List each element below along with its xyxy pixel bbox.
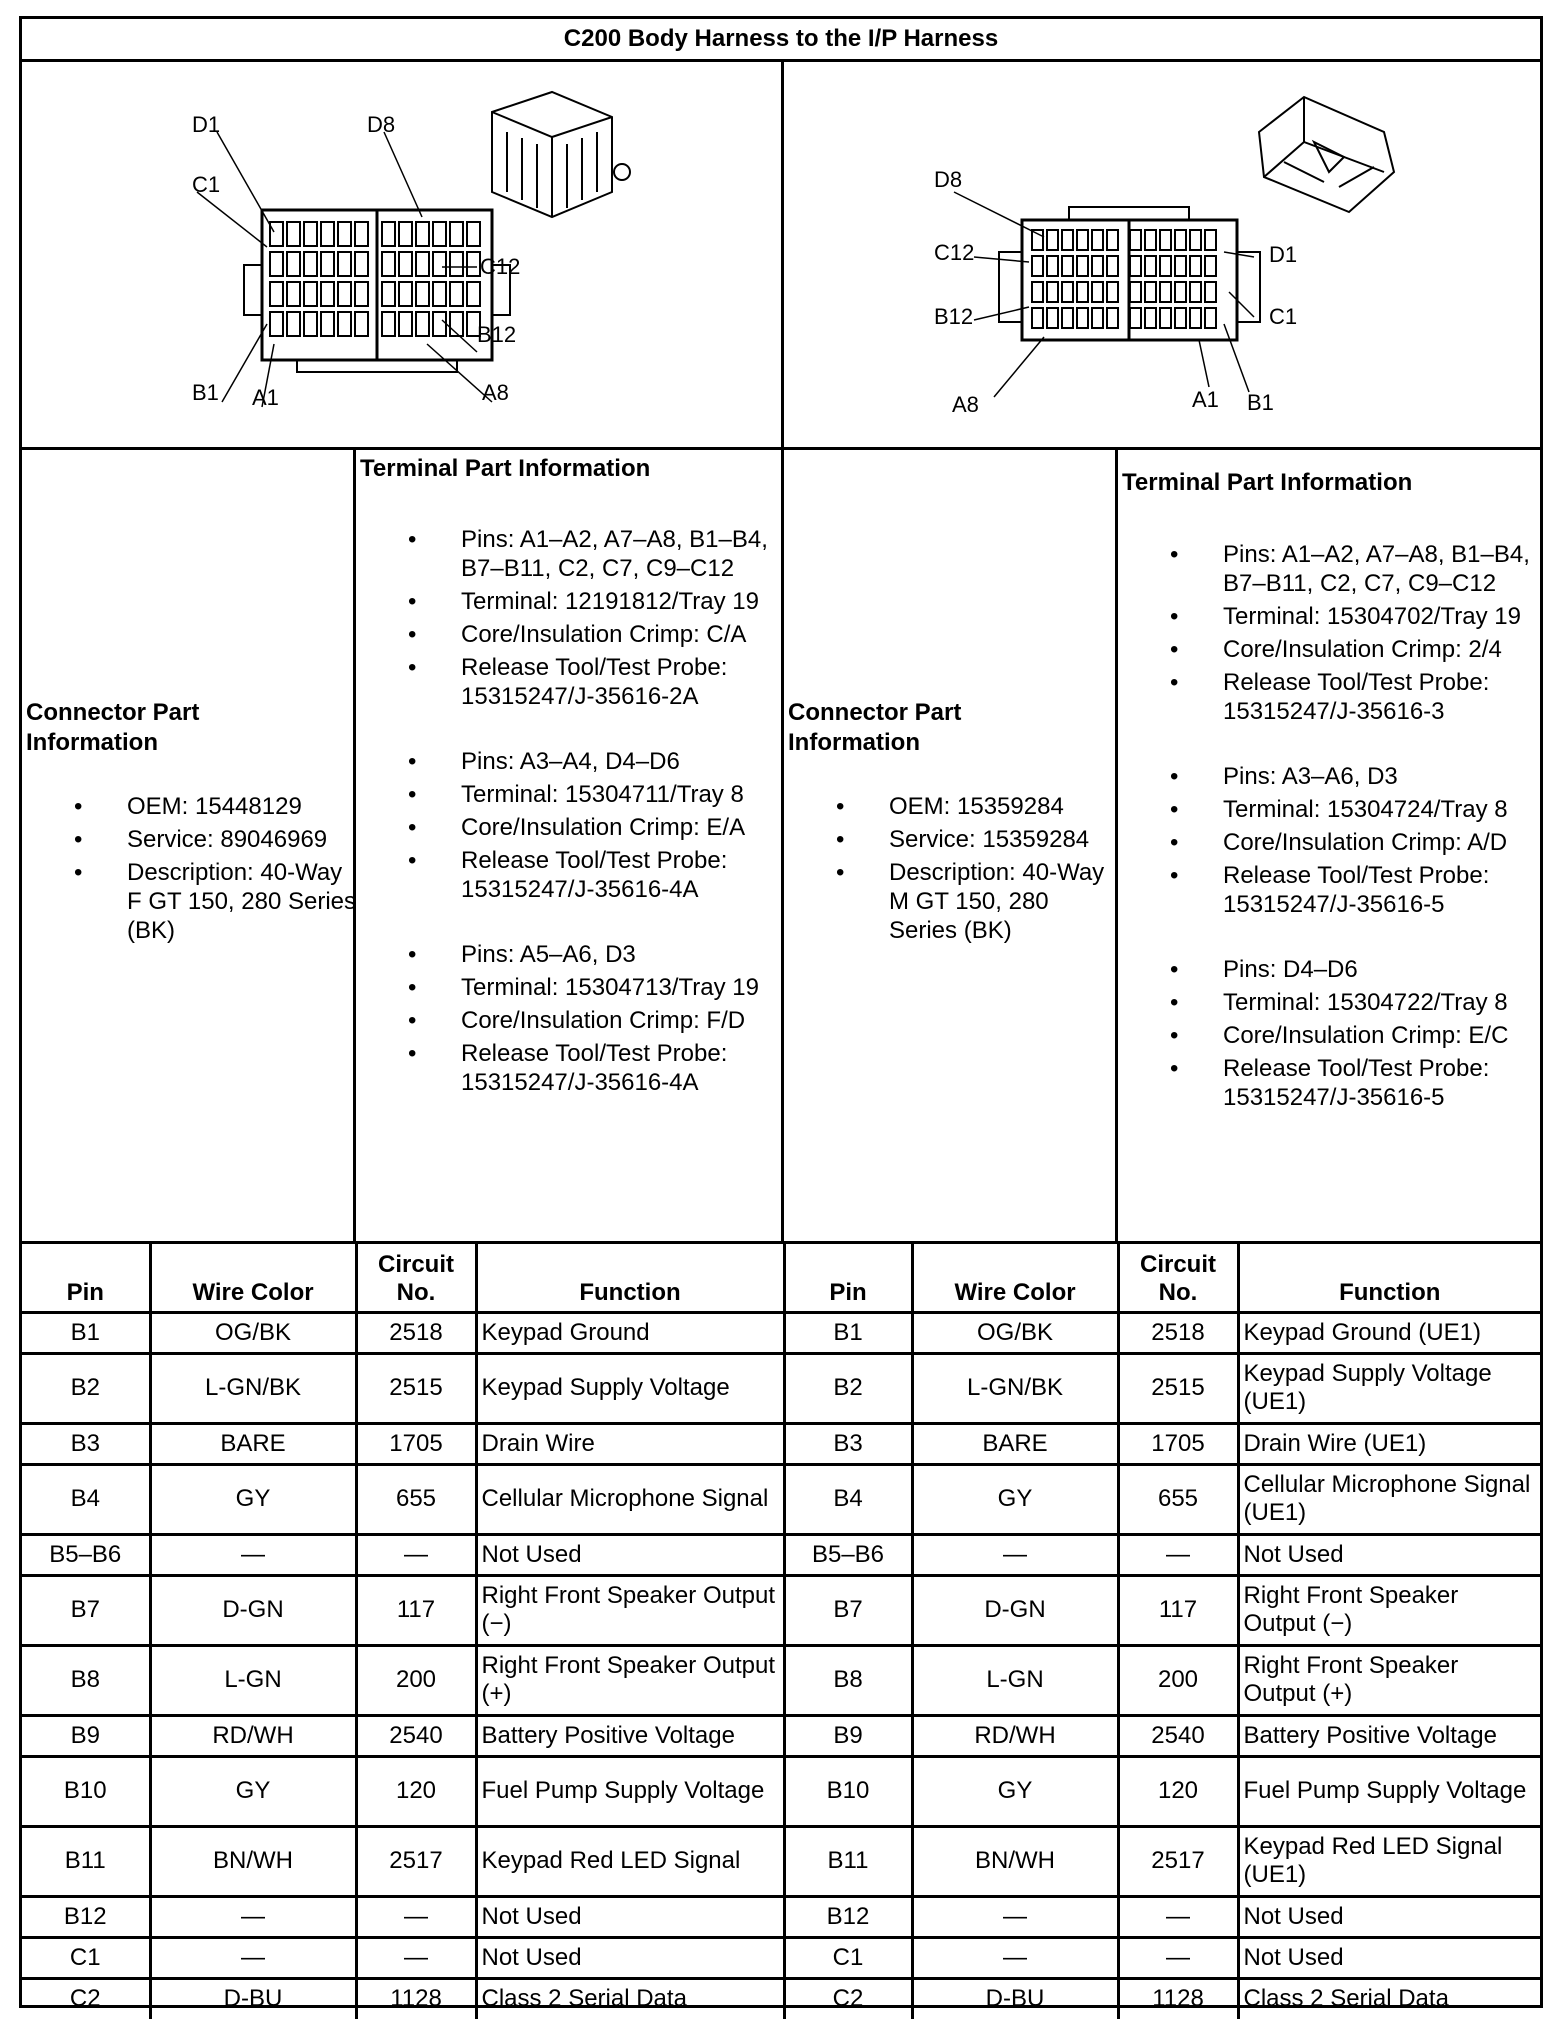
table-cell: Cellular Microphone Signal (UE1) — [1238, 1464, 1540, 1534]
table-cell: Not Used — [1238, 1937, 1540, 1978]
terminal-group — [1118, 955, 1536, 1112]
connector-cavity — [1047, 282, 1058, 302]
list-item: • Release Tool/Test Probe: 15315247/J-35616-5 — [1118, 1054, 1536, 1112]
connector-header-line-1: Connector Part — [788, 699, 962, 726]
terminal-group — [356, 747, 776, 904]
connector-cavity — [1107, 230, 1118, 250]
table-cell: OG/BK — [912, 1312, 1118, 1353]
connector-cavity — [382, 312, 395, 336]
label-c12: C12 — [934, 240, 975, 265]
table-cell: 200 — [356, 1645, 476, 1715]
table-row — [22, 1937, 1540, 1978]
table-cell: — — [1118, 1896, 1238, 1937]
table-cell: Right Front Speaker Output (−) — [1238, 1575, 1540, 1645]
connector-cavity — [321, 282, 334, 306]
connector-cavity — [1062, 256, 1073, 276]
table-cell: Keypad Supply Voltage (UE1) — [1238, 1353, 1540, 1423]
list-item: • Pins: A1–A2, A7–A8, B1–B4, B7–B11, C2, C7, C9–C12 — [1118, 540, 1536, 598]
column-header: Function — [476, 1244, 784, 1312]
table-row — [22, 1756, 1540, 1826]
column-header: Circuit No. — [356, 1244, 476, 1312]
connector-cavity — [338, 252, 351, 276]
connector-cavity — [287, 312, 300, 336]
table-cell: 120 — [1118, 1756, 1238, 1826]
list-item: • Service: 89046969 — [22, 825, 356, 854]
connector-cavity — [1175, 230, 1186, 250]
table-cell: — — [912, 1896, 1118, 1937]
connector-cavity — [1062, 230, 1073, 250]
table-cell: L-GN — [150, 1645, 356, 1715]
table-cell: — — [1118, 1534, 1238, 1575]
connector-cavity — [1145, 256, 1156, 276]
connector-cavity — [1092, 282, 1103, 302]
table-cell: Battery Positive Voltage — [1238, 1715, 1540, 1756]
terminal-group — [1118, 762, 1536, 919]
connector-cavity — [1047, 308, 1058, 328]
label-c1: C1 — [1269, 304, 1298, 329]
connector-cavity — [1092, 230, 1103, 250]
list-item: • Pins: A3–A6, D3 — [1118, 762, 1536, 791]
table-row — [22, 1534, 1540, 1575]
table-cell: 1705 — [1118, 1423, 1238, 1464]
table-cell: B4 — [22, 1464, 150, 1534]
connector-cavity — [399, 312, 412, 336]
table-row — [22, 1575, 1540, 1645]
connector-cavity — [1032, 308, 1043, 328]
table-cell: B7 — [22, 1575, 150, 1645]
table-cell: 1705 — [356, 1423, 476, 1464]
table-cell: B5–B6 — [22, 1534, 150, 1575]
connector-cavity — [1062, 282, 1073, 302]
list-item: • Terminal: 15304722/Tray 8 — [1118, 988, 1536, 1017]
connector-cavity — [1160, 256, 1171, 276]
connector-cavity — [1145, 230, 1156, 250]
list-item: • Core/Insulation Crimp: E/C — [1118, 1021, 1536, 1050]
connector-cavity — [1107, 256, 1118, 276]
connector-cavity — [1205, 230, 1216, 250]
connector-cavity — [355, 252, 368, 276]
table-cell: B3 — [784, 1423, 912, 1464]
connector-cavity — [1092, 256, 1103, 276]
connector-cavity — [1047, 256, 1058, 276]
table-cell: BARE — [912, 1423, 1118, 1464]
table-cell: 200 — [1118, 1645, 1238, 1715]
connector-cavity — [1032, 256, 1043, 276]
terminal-header: Terminal Part Information — [1122, 469, 1413, 496]
connector-cavity — [1160, 230, 1171, 250]
connector-cavity — [1130, 282, 1141, 302]
connector-cavity — [287, 252, 300, 276]
table-cell: Right Front Speaker Output (+) — [1238, 1645, 1540, 1715]
table-cell: GY — [150, 1756, 356, 1826]
connector-cavity — [450, 252, 463, 276]
label-b1: B1 — [1247, 390, 1274, 415]
table-cell: 1128 — [1118, 1978, 1238, 2019]
connector-cavity — [416, 222, 429, 246]
connector-cavity — [1190, 308, 1201, 328]
table-cell: Keypad Red LED Signal — [476, 1826, 784, 1896]
connector-cavity — [1032, 282, 1043, 302]
connector-cavity — [1107, 308, 1118, 328]
table-cell: 1128 — [356, 1978, 476, 2019]
table-cell: B1 — [22, 1312, 150, 1353]
table-row — [22, 1645, 1540, 1715]
table-cell: — — [150, 1534, 356, 1575]
terminal-group — [1118, 540, 1536, 726]
label-d8: D8 — [934, 167, 963, 192]
connector-sheet — [19, 16, 1543, 2013]
connector-cavity — [355, 312, 368, 336]
connector-cavity — [1205, 282, 1216, 302]
connector-cavity — [338, 282, 351, 306]
table-cell: 2517 — [356, 1826, 476, 1896]
label-d1: D1 — [1269, 242, 1298, 267]
connector-cavity — [355, 282, 368, 306]
list-item: • Pins: D4–D6 — [1118, 955, 1536, 984]
table-cell: 2517 — [1118, 1826, 1238, 1896]
table-cell: Not Used — [1238, 1534, 1540, 1575]
connector-header-line-2: Information — [26, 729, 158, 756]
list-item: • Release Tool/Test Probe: 15315247/J-35616-3 — [1118, 668, 1536, 726]
list-item: • Terminal: 15304724/Tray 8 — [1118, 795, 1536, 824]
left-connector-list — [22, 792, 356, 949]
connector-cavity — [416, 252, 429, 276]
table-cell: GY — [912, 1756, 1118, 1826]
page-title: C200 Body Harness to the I/P Harness — [22, 19, 1540, 62]
table-cell: B8 — [784, 1645, 912, 1715]
connector-cavity — [270, 312, 283, 336]
table-cell: — — [356, 1896, 476, 1937]
list-item: • Terminal: 15304711/Tray 8 — [356, 780, 776, 809]
column-header: Circuit No. — [1118, 1244, 1238, 1312]
connector-cavity — [1092, 308, 1103, 328]
connector-cavity — [399, 222, 412, 246]
connector-cavity — [399, 282, 412, 306]
table-cell: Drain Wire (UE1) — [1238, 1423, 1540, 1464]
table-cell: BN/WH — [912, 1826, 1118, 1896]
list-item: • OEM: 15359284 — [784, 792, 1118, 821]
table-cell: B3 — [22, 1423, 150, 1464]
label-b12: B12 — [934, 304, 974, 329]
column-header: Pin — [784, 1244, 912, 1312]
table-cell: Keypad Ground (UE1) — [1238, 1312, 1540, 1353]
table-cell: 120 — [356, 1756, 476, 1826]
male-connector-drawing — [784, 62, 1540, 447]
connector-cavity — [1077, 256, 1088, 276]
table-cell: B9 — [784, 1715, 912, 1756]
table-cell: B12 — [784, 1896, 912, 1937]
connector-cavity — [1062, 308, 1073, 328]
list-item: • Description: 40-Way M GT 150, 280 Series (BK) — [784, 858, 1118, 945]
table-cell: — — [356, 1937, 476, 1978]
connector-cavity — [433, 312, 446, 336]
table-cell: B2 — [784, 1353, 912, 1423]
connector-cavity — [1077, 282, 1088, 302]
connector-cavity — [355, 222, 368, 246]
table-cell: 2518 — [356, 1312, 476, 1353]
table-cell: B10 — [784, 1756, 912, 1826]
connector-cavity — [1107, 282, 1118, 302]
table-cell: L-GN — [912, 1645, 1118, 1715]
table-row — [22, 1826, 1540, 1896]
connector-cavity — [1190, 230, 1201, 250]
label-c12: C12 — [480, 254, 521, 279]
table-cell: B9 — [22, 1715, 150, 1756]
connector-cavity — [321, 252, 334, 276]
table-cell: Not Used — [1238, 1896, 1540, 1937]
connector-3d-thumbnail — [492, 92, 630, 217]
connector-cavity — [1130, 256, 1141, 276]
connector-cavity — [338, 312, 351, 336]
table-cell: C2 — [784, 1978, 912, 2019]
list-item: • Core/Insulation Crimp: F/D — [356, 1006, 776, 1035]
table-cell: L-GN/BK — [150, 1353, 356, 1423]
list-item: • OEM: 15448129 — [22, 792, 356, 821]
table-row — [22, 1423, 1540, 1464]
table-cell: B11 — [784, 1826, 912, 1896]
connector-cavity — [270, 282, 283, 306]
table-cell: GY — [912, 1464, 1118, 1534]
table-cell: — — [1118, 1937, 1238, 1978]
connector-cavity — [1175, 256, 1186, 276]
column-header: Function — [1238, 1244, 1540, 1312]
connector-cavity — [287, 222, 300, 246]
table-cell: GY — [150, 1464, 356, 1534]
table-cell: Right Front Speaker Output (+) — [476, 1645, 784, 1715]
table-cell: RD/WH — [912, 1715, 1118, 1756]
label-a1: A1 — [252, 385, 279, 410]
left-terminal-part-info — [356, 450, 784, 1244]
connector-cavity — [321, 312, 334, 336]
table-cell: C2 — [22, 1978, 150, 2019]
table-cell: Keypad Supply Voltage — [476, 1353, 784, 1423]
connector-cavity — [1077, 230, 1088, 250]
connector-3d-thumbnail — [1259, 97, 1394, 212]
connector-header-line-2: Information — [788, 729, 920, 756]
table-cell: OG/BK — [150, 1312, 356, 1353]
list-item: • Core/Insulation Crimp: C/A — [356, 620, 776, 649]
connector-cavity — [382, 222, 395, 246]
pin-table — [22, 1244, 1540, 2019]
connector-cavity — [433, 252, 446, 276]
table-cell: — — [912, 1937, 1118, 1978]
list-item: • Core/Insulation Crimp: 2/4 — [1118, 635, 1536, 664]
connector-cavity — [433, 222, 446, 246]
connector-cavity — [467, 282, 480, 306]
table-row — [22, 1715, 1540, 1756]
table-cell: BN/WH — [150, 1826, 356, 1896]
table-cell: 2540 — [356, 1715, 476, 1756]
list-item: • Terminal: 15304702/Tray 19 — [1118, 602, 1536, 631]
list-item: • Pins: A1–A2, A7–A8, B1–B4, B7–B11, C2, C7, C9–C12 — [356, 525, 776, 583]
right-connector-part-info — [784, 450, 1118, 1244]
connector-cavity — [1205, 308, 1216, 328]
table-cell: B2 — [22, 1353, 150, 1423]
table-cell: Class 2 Serial Data — [476, 1978, 784, 2019]
label-c1: C1 — [192, 172, 221, 197]
label-a8: A8 — [952, 392, 979, 417]
list-item: • Release Tool/Test Probe: 15315247/J-35616-5 — [1118, 861, 1536, 919]
table-row — [22, 1353, 1540, 1423]
table-cell: D-BU — [150, 1978, 356, 2019]
list-item: • Terminal: 12191812/Tray 19 — [356, 587, 776, 616]
connector-cavity — [382, 282, 395, 306]
terminal-group — [356, 940, 776, 1097]
connector-cavity — [304, 282, 317, 306]
female-connector-drawing — [22, 62, 781, 447]
table-row — [22, 1896, 1540, 1937]
label-d1: D1 — [192, 112, 221, 137]
list-item: • Pins: A3–A4, D4–D6 — [356, 747, 776, 776]
terminal-group — [356, 525, 776, 711]
label-b12: B12 — [477, 322, 517, 347]
table-cell: B10 — [22, 1756, 150, 1826]
connector-cavity — [1190, 256, 1201, 276]
table-cell: B11 — [22, 1826, 150, 1896]
label-a8: A8 — [482, 380, 509, 405]
left-connector-part-info — [22, 450, 356, 1244]
label-a1: A1 — [1192, 387, 1219, 412]
table-cell: C1 — [784, 1937, 912, 1978]
column-header: Wire Color — [912, 1244, 1118, 1312]
connector-cavity — [1047, 230, 1058, 250]
connector-cavity — [338, 222, 351, 246]
list-item: • Release Tool/Test Probe: 15315247/J-35616-4A — [356, 1039, 776, 1097]
table-cell: Not Used — [476, 1937, 784, 1978]
connector-cavity — [1205, 256, 1216, 276]
table-cell: B5–B6 — [784, 1534, 912, 1575]
right-connector-diagram — [784, 62, 1540, 450]
connector-cavity — [1175, 282, 1186, 302]
column-header: Pin — [22, 1244, 150, 1312]
table-cell: B12 — [22, 1896, 150, 1937]
list-item: • Core/Insulation Crimp: A/D — [1118, 828, 1536, 857]
connector-header-line-1: Connector Part — [26, 699, 200, 726]
connector-cavity — [270, 222, 283, 246]
column-header: Wire Color — [150, 1244, 356, 1312]
connector-cavity — [467, 222, 480, 246]
list-item: • Service: 15359284 — [784, 825, 1118, 854]
label-b1: B1 — [192, 380, 219, 405]
table-cell: Fuel Pump Supply Voltage — [476, 1756, 784, 1826]
table-cell: 655 — [356, 1464, 476, 1534]
table-cell: 117 — [1118, 1575, 1238, 1645]
list-item: • Terminal: 15304713/Tray 19 — [356, 973, 776, 1002]
connector-cavity — [1160, 308, 1171, 328]
table-cell: Not Used — [476, 1534, 784, 1575]
connector-cavity — [304, 252, 317, 276]
table-cell: — — [150, 1896, 356, 1937]
connector-cavity — [1130, 308, 1141, 328]
table-cell: D-GN — [150, 1575, 356, 1645]
left-connector-diagram — [22, 62, 784, 450]
table-cell: 117 — [356, 1575, 476, 1645]
table-row — [22, 1464, 1540, 1534]
table-cell: BARE — [150, 1423, 356, 1464]
label-d8: D8 — [367, 112, 396, 137]
table-cell: 2540 — [1118, 1715, 1238, 1756]
table-cell: Keypad Ground — [476, 1312, 784, 1353]
terminal-header: Terminal Part Information — [360, 455, 651, 482]
table-cell: B4 — [784, 1464, 912, 1534]
table-cell: Drain Wire — [476, 1423, 784, 1464]
table-cell: B7 — [784, 1575, 912, 1645]
connector-cavity — [1145, 282, 1156, 302]
table-cell: Battery Positive Voltage — [476, 1715, 784, 1756]
connector-cavity — [399, 252, 412, 276]
connector-cavity — [450, 222, 463, 246]
connector-cavity — [467, 252, 480, 276]
connector-cavity — [382, 252, 395, 276]
connector-cavity — [270, 252, 283, 276]
list-item: • Release Tool/Test Probe: 15315247/J-35616-4A — [356, 846, 776, 904]
list-item: • Pins: A5–A6, D3 — [356, 940, 776, 969]
connector-cavity — [1130, 230, 1141, 250]
table-cell: L-GN/BK — [912, 1353, 1118, 1423]
table-row — [22, 1312, 1540, 1353]
table-header-row — [22, 1244, 1540, 1312]
table-cell: 2515 — [356, 1353, 476, 1423]
table-cell: B1 — [784, 1312, 912, 1353]
table-cell: — — [356, 1534, 476, 1575]
table-row — [22, 1978, 1540, 2019]
table-cell: 2518 — [1118, 1312, 1238, 1353]
table-cell: Class 2 Serial Data — [1238, 1978, 1540, 2019]
right-connector-list — [784, 792, 1118, 949]
table-cell: 2515 — [1118, 1353, 1238, 1423]
table-cell: Cellular Microphone Signal — [476, 1464, 784, 1534]
connector-cavity — [304, 312, 317, 336]
connector-cavity — [450, 282, 463, 306]
table-cell: 655 — [1118, 1464, 1238, 1534]
connector-cavity — [416, 312, 429, 336]
table-cell: B8 — [22, 1645, 150, 1715]
right-terminal-part-info — [1118, 450, 1540, 1244]
table-cell: Fuel Pump Supply Voltage — [1238, 1756, 1540, 1826]
table-cell: C1 — [22, 1937, 150, 1978]
connector-cavity — [1190, 282, 1201, 302]
connector-cavity — [433, 282, 446, 306]
table-cell: Keypad Red LED Signal (UE1) — [1238, 1826, 1540, 1896]
connector-cavity — [416, 282, 429, 306]
connector-cavity — [1077, 308, 1088, 328]
table-cell: D-GN — [912, 1575, 1118, 1645]
connector-cavity — [321, 222, 334, 246]
table-cell: RD/WH — [150, 1715, 356, 1756]
table-cell: — — [150, 1937, 356, 1978]
list-item: • Core/Insulation Crimp: E/A — [356, 813, 776, 842]
connector-cavity — [287, 282, 300, 306]
table-cell: Not Used — [476, 1896, 784, 1937]
table-cell: Right Front Speaker Output (−) — [476, 1575, 784, 1645]
connector-cavity — [1160, 282, 1171, 302]
connector-cavity — [1145, 308, 1156, 328]
table-cell: — — [912, 1534, 1118, 1575]
connector-cavity — [304, 222, 317, 246]
list-item: • Release Tool/Test Probe: 15315247/J-35616-2A — [356, 653, 776, 711]
table-cell: D-BU — [912, 1978, 1118, 2019]
connector-cavity — [1175, 308, 1186, 328]
list-item: • Description: 40-Way F GT 150, 280 Series (BK) — [22, 858, 356, 945]
